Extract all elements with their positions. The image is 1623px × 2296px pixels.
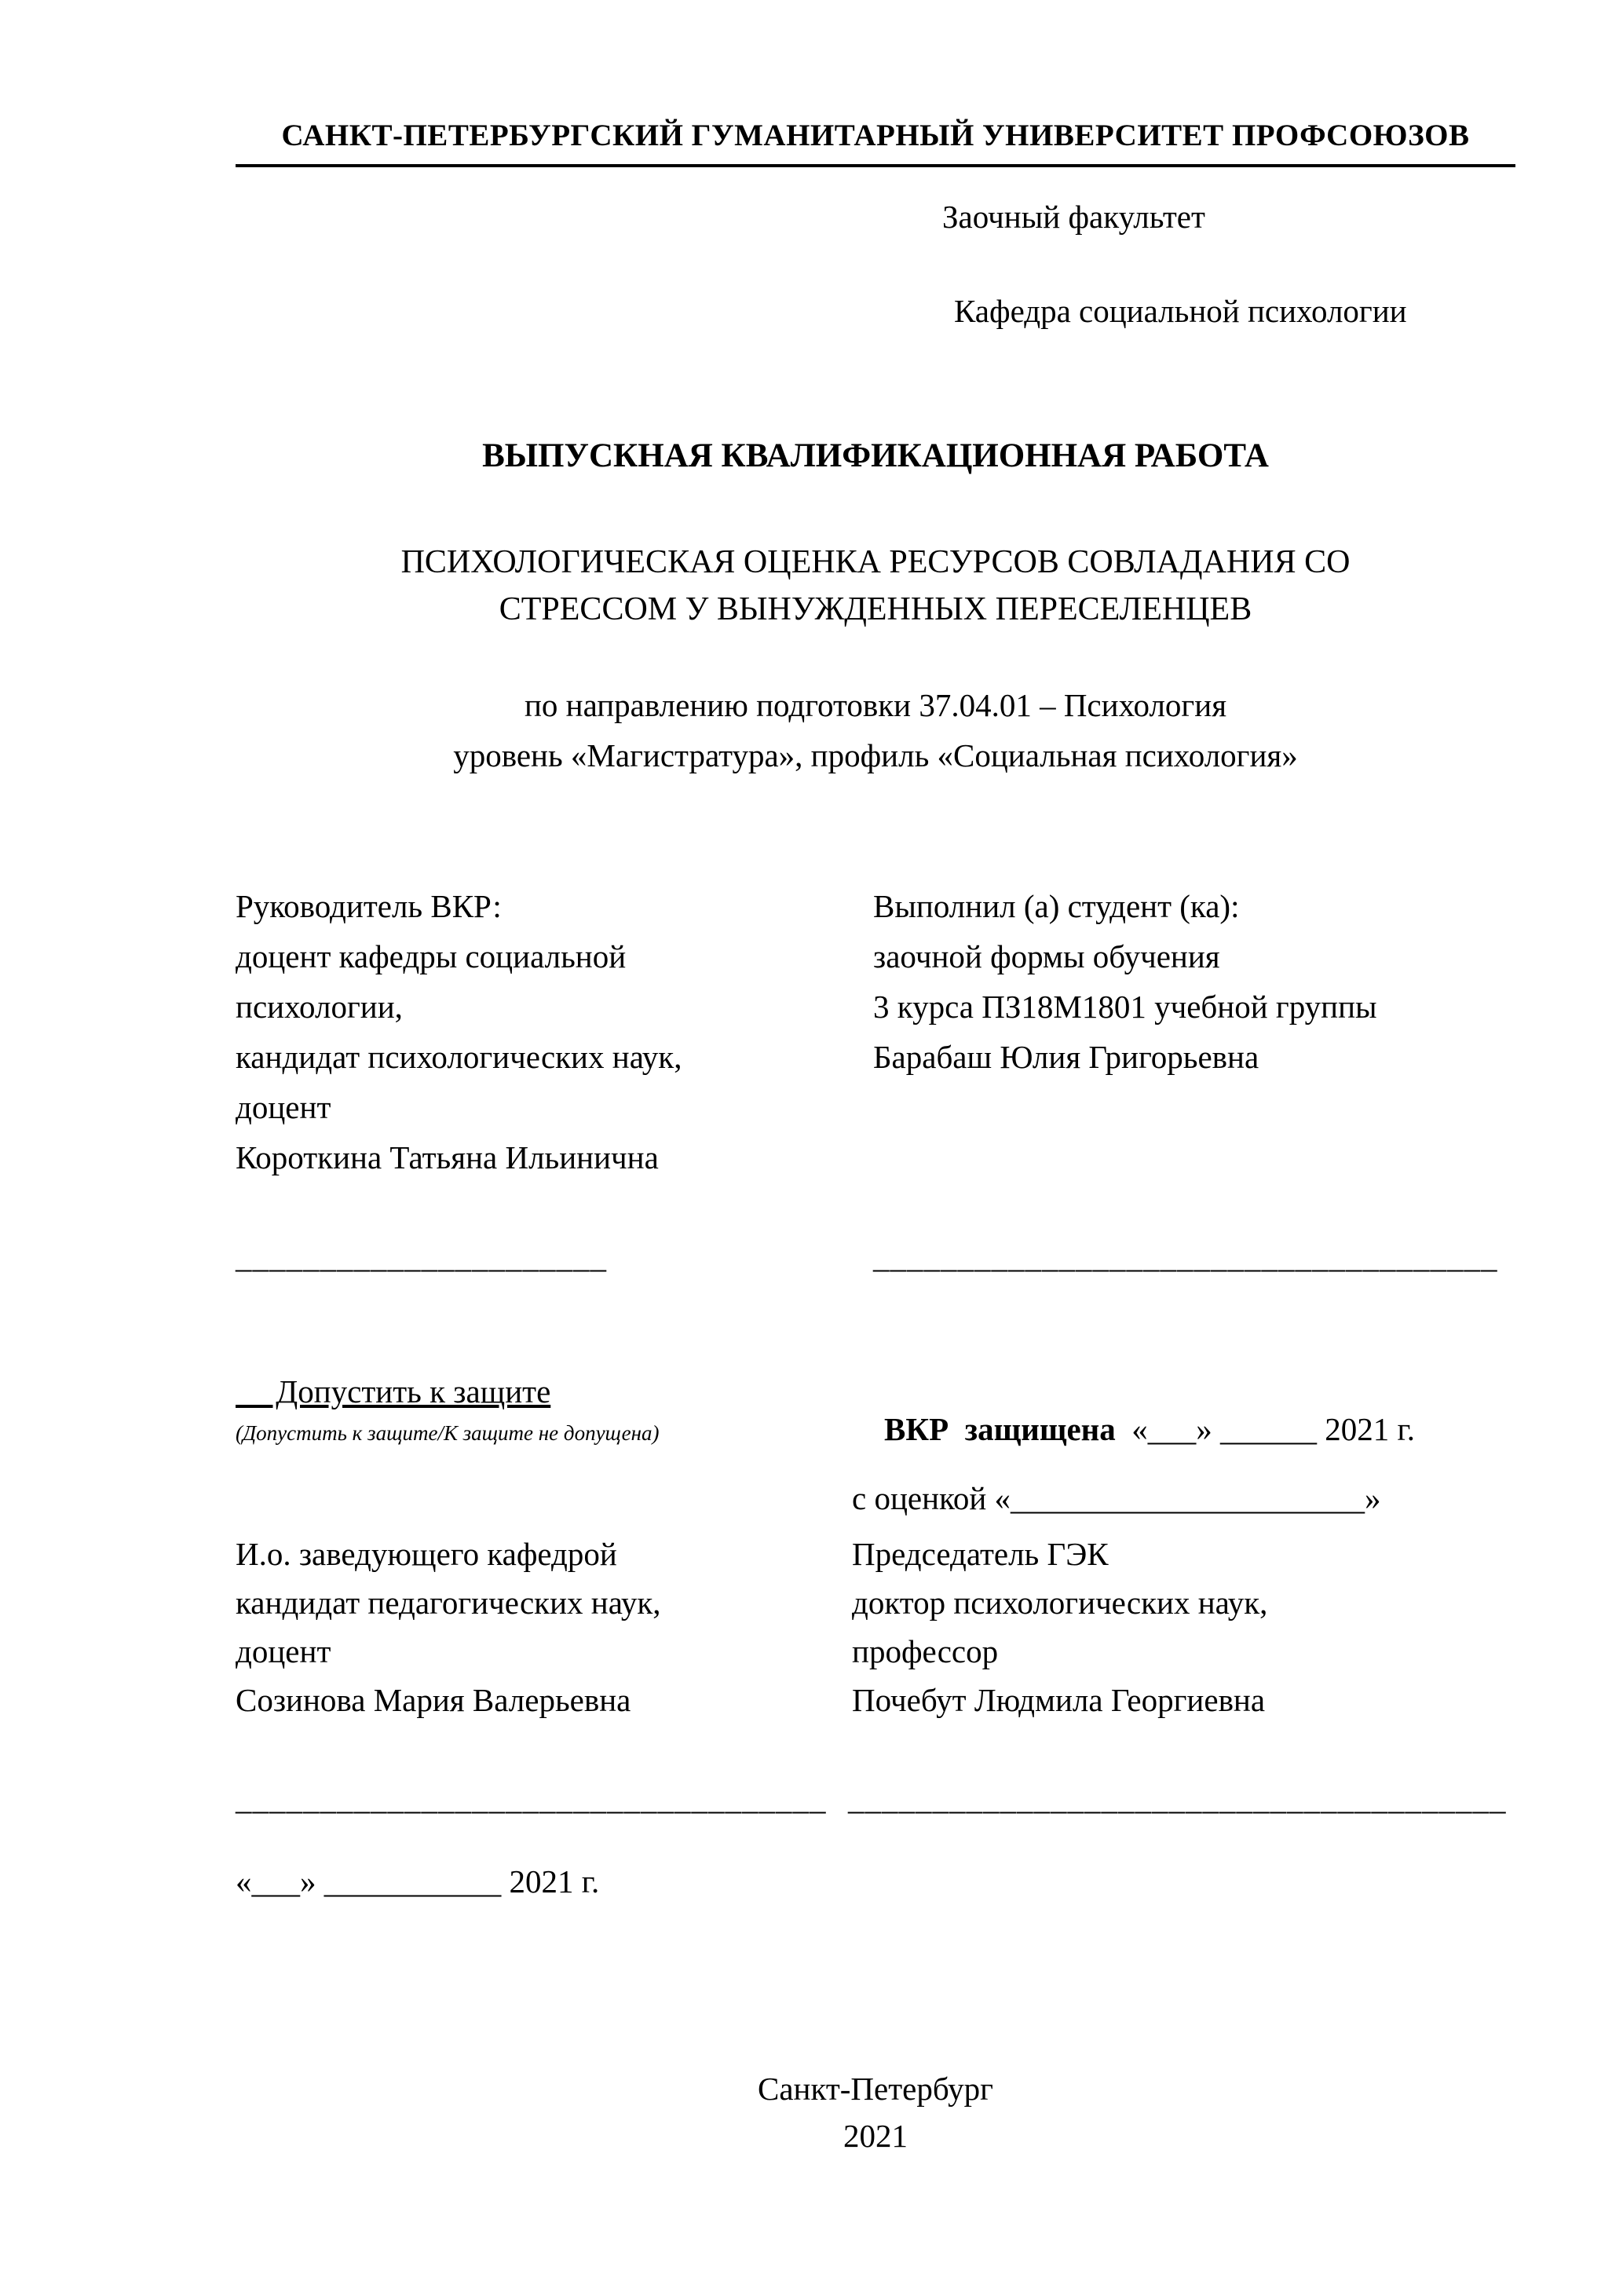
program-direction: по направлению подготовки 37.04.01 – Психология xyxy=(524,687,1227,723)
supervisor-name: Короткина Татьяна Ильинична xyxy=(236,1139,659,1175)
committee-chair-block xyxy=(852,1530,1267,1724)
chair-name: Почебут Людмила Георгиевна xyxy=(852,1682,1266,1718)
head-of-department-block xyxy=(236,1530,661,1724)
supervisor-rank: доцент xyxy=(236,1089,331,1125)
student-block xyxy=(873,881,1377,1082)
university-header xyxy=(236,118,1515,167)
program-info xyxy=(236,680,1515,781)
admission-note: (Допустить к защите/К защите не допущена) xyxy=(236,1421,660,1445)
head-signature-line: ___________________________________ xyxy=(236,1780,827,1816)
supervisor-position-2: психологии, xyxy=(236,989,403,1025)
faculty-line: Заочный факультет xyxy=(942,199,1205,235)
defended-label: ВКР защищена xyxy=(884,1411,1116,1447)
student-signature-line: _____________________________________ xyxy=(873,1238,1498,1274)
thesis-subject xyxy=(236,539,1515,633)
student-role: Выполнил (а) студент (ка): xyxy=(873,888,1240,924)
student-study-form: заочной формы обучения xyxy=(873,938,1220,974)
work-type-title: ВЫПУСКНАЯ КВАЛИФИКАЦИОННАЯ РАБОТА xyxy=(482,437,1269,474)
supervisor-block xyxy=(236,881,682,1183)
head-role: И.о. заведующего кафедрой xyxy=(236,1536,617,1572)
footer xyxy=(236,2065,1515,2159)
thesis-subject-line-1: ПСИХОЛОГИЧЕСКАЯ ОЦЕНКА РЕСУРСОВ СОВЛАДАНИЯ СО xyxy=(400,544,1351,580)
student-name: Барабаш Юлия Григорьевна xyxy=(873,1039,1259,1075)
defended-line xyxy=(852,1373,1415,1486)
supervisor-position-1: доцент кафедры социальной xyxy=(236,938,627,974)
supervisor-role: Руководитель ВКР: xyxy=(236,888,502,924)
head-date-line: «___» ___________ 2021 г. xyxy=(236,1863,600,1899)
chair-degree: доктор психологических наук, xyxy=(852,1585,1268,1621)
head-name: Созинова Мария Валерьевна xyxy=(236,1682,631,1718)
head-rank: доцент xyxy=(236,1633,331,1669)
defended-date-blanks: «___» ______ 2021 г. xyxy=(1115,1411,1415,1447)
admission-heading: Допустить к защите xyxy=(236,1373,551,1409)
chair-rank: профессор xyxy=(852,1633,999,1669)
footer-year: 2021 xyxy=(843,2118,908,2154)
chair-role: Председатель ГЭК xyxy=(852,1536,1109,1572)
student-group: 3 курса ПЗ18М1801 учебной группы xyxy=(873,989,1377,1025)
chair-signature-line: _______________________________________ xyxy=(848,1780,1507,1816)
supervisor-degree: кандидат психологических наук, xyxy=(236,1039,682,1075)
department-line: Кафедра социальной психологии xyxy=(954,293,1407,329)
head-degree: кандидат педагогических наук, xyxy=(236,1585,661,1621)
footer-city: Санкт-Петербург xyxy=(758,2071,993,2107)
program-level-profile: уровень «Магистратура», профиль «Социальная психология» xyxy=(453,737,1298,773)
supervisor-signature-line: ______________________ xyxy=(236,1238,607,1274)
grade-line: с оценкой «______________________» xyxy=(852,1480,1381,1516)
thesis-subject-line-2: СТРЕССОМ У ВЫНУЖДЕННЫХ ПЕРЕСЕЛЕНЦЕВ xyxy=(499,591,1252,627)
university-name: САНКТ-ПЕТЕРБУРГСКИЙ ГУМАНИТАРНЫЙ УНИВЕРСИТЕТ ПРОФСОЮЗОВ xyxy=(281,119,1470,152)
